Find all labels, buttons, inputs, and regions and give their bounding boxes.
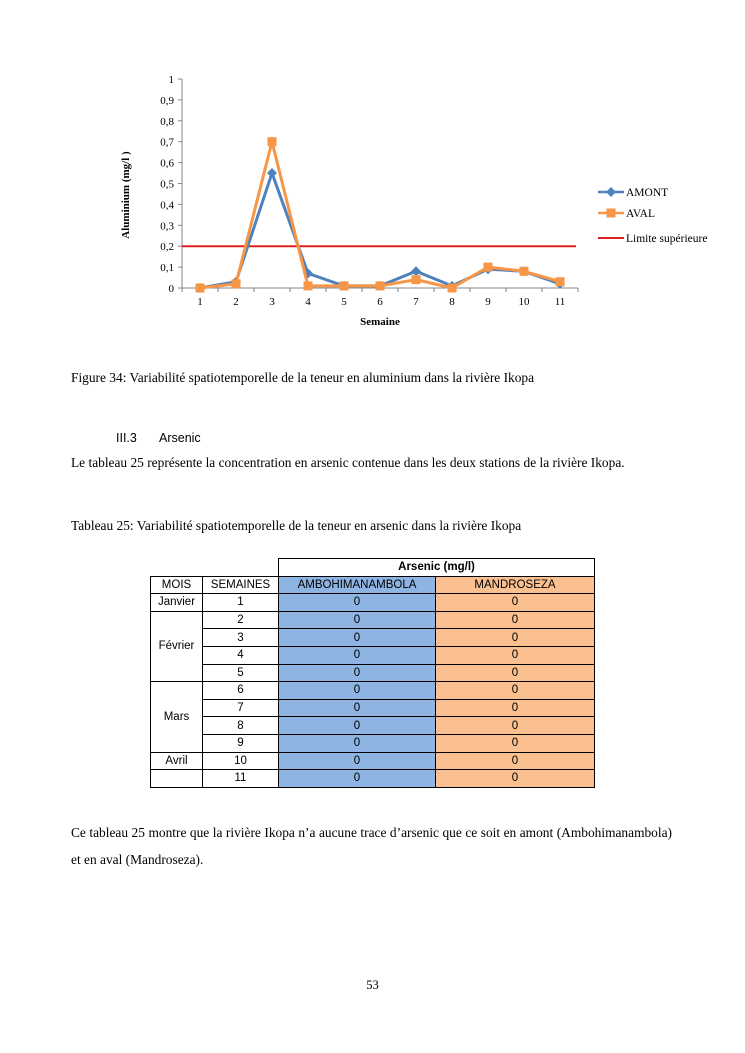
amont-value: 0 (279, 664, 436, 682)
series-line-amont (200, 173, 560, 288)
x-tick-label: 2 (233, 296, 239, 308)
table-row (151, 629, 595, 647)
x-tick-label: 11 (554, 296, 566, 308)
y-tick-label: 0,4 (160, 199, 174, 212)
month-cell: Janvier (151, 594, 203, 612)
table-group-header-row (151, 559, 595, 577)
header-mandroseza: MANDROSEZA (436, 576, 595, 594)
aval-value: 0 (436, 734, 595, 752)
y-tick-label: 0,1 (160, 262, 174, 275)
data-point-aval (340, 281, 349, 290)
data-point-aval (556, 277, 565, 286)
intro-paragraph: Le tableau 25 représente la concentration en arsenic contenue dans les deux stations de la rivière Ikopa. (71, 455, 625, 470)
week-cell: 1 (203, 594, 279, 612)
aval-value: 0 (436, 717, 595, 735)
aval-value: 0 (436, 699, 595, 717)
series-line-aval (200, 142, 560, 288)
table-row (151, 646, 595, 664)
x-tick-label: 9 (485, 296, 491, 308)
table-row (151, 682, 595, 700)
x-tick-label: 8 (449, 296, 455, 308)
week-cell: 3 (203, 629, 279, 647)
table-row (151, 717, 595, 735)
x-tick-label: 5 (341, 296, 347, 308)
aluminium-line-chart (0, 0, 745, 340)
header-ambohimanambola: AMBOHIMANAMBOLA (279, 576, 436, 594)
x-tick-label: 4 (305, 296, 311, 308)
data-point-aval (484, 263, 493, 272)
legend-label-limite: Limite supérieure (626, 233, 708, 245)
week-cell: 6 (203, 682, 279, 700)
aval-value: 0 (436, 629, 595, 647)
table-row (151, 734, 595, 752)
data-point-aval (520, 267, 529, 276)
table-row (151, 611, 595, 629)
amont-value: 0 (279, 734, 436, 752)
legend-label-amont: AMONT (626, 187, 669, 199)
group-header: Arsenic (mg/l) (279, 559, 595, 577)
y-tick-label: 0,7 (160, 136, 174, 149)
data-point-aval (376, 281, 385, 290)
y-axis-title: Aluminium (mg/l ) (120, 151, 132, 239)
x-tick-label: 3 (269, 296, 275, 308)
amont-value: 0 (279, 629, 436, 647)
data-point-aval (304, 281, 313, 290)
section-title: Arsenic (159, 431, 201, 445)
aval-value: 0 (436, 682, 595, 700)
x-tick-label: 10 (518, 296, 530, 308)
data-point-aval (412, 275, 421, 284)
week-cell: 10 (203, 752, 279, 770)
table-caption: Tableau 25: Variabilité spatiotemporelle de la teneur en arsenic dans la rivière Ikopa (71, 518, 522, 533)
table-row (151, 664, 595, 682)
amont-value: 0 (279, 752, 436, 770)
data-point-aval (268, 137, 277, 146)
data-point-amont (267, 168, 277, 178)
x-tick-label: 7 (413, 296, 419, 308)
week-cell: 7 (203, 699, 279, 717)
amont-value: 0 (279, 646, 436, 664)
month-cell: Février (151, 611, 203, 681)
aval-value: 0 (436, 770, 595, 788)
week-cell: 11 (203, 770, 279, 788)
amont-value: 0 (279, 717, 436, 735)
y-tick-label: 1 (168, 74, 174, 86)
header-semaines: SEMAINES (203, 576, 279, 594)
aval-value: 0 (436, 594, 595, 612)
y-tick-label: 0,3 (160, 220, 174, 233)
amont-value: 0 (279, 699, 436, 717)
conclusion-paragraph: Ce tableau 25 montre que la rivière Ikopa n’a aucune trace d’arsenic que ce soit en amont (Ambohimanambola) et en aval (Mandroseza). (71, 825, 672, 867)
page-number: 53 (366, 978, 379, 992)
amont-value: 0 (279, 770, 436, 788)
data-point-aval (448, 284, 457, 293)
figure-caption: Figure 34: Variabilité spatiotemporelle de la teneur en aluminium dans la rivière Ikopa (71, 370, 535, 385)
section-number: III.3 (116, 431, 137, 445)
amont-value: 0 (279, 594, 436, 612)
data-point-amont (411, 266, 421, 276)
x-axis-title: Semaine (360, 316, 400, 328)
table-row (151, 752, 595, 770)
y-tick-label: 0,8 (160, 115, 174, 128)
y-tick-label: 0,9 (160, 94, 174, 107)
amont-value: 0 (279, 682, 436, 700)
table-row (151, 699, 595, 717)
data-point-aval (196, 284, 205, 293)
week-cell: 5 (203, 664, 279, 682)
x-tick-label: 6 (377, 296, 383, 308)
y-tick-label: 0,5 (160, 178, 174, 191)
x-tick-label: 1 (197, 296, 203, 308)
aval-value: 0 (436, 664, 595, 682)
table-row (151, 594, 595, 612)
arsenic-table (150, 558, 595, 788)
aval-value: 0 (436, 752, 595, 770)
legend-label-aval: AVAL (626, 208, 655, 220)
y-tick-label: 0,2 (160, 241, 174, 254)
data-point-aval (232, 279, 241, 288)
aval-value: 0 (436, 611, 595, 629)
section-heading (116, 431, 201, 445)
week-cell: 2 (203, 611, 279, 629)
month-cell: Mars (151, 682, 203, 752)
week-cell: 9 (203, 734, 279, 752)
table-row (151, 770, 595, 788)
table-header-row (151, 576, 595, 594)
aval-value: 0 (436, 646, 595, 664)
month-cell: Avril (151, 752, 203, 770)
header-mois: MOIS (151, 576, 203, 594)
week-cell: 8 (203, 717, 279, 735)
legend-marker-amont (606, 187, 616, 197)
legend-marker-aval (607, 209, 616, 218)
y-tick-label: 0 (168, 283, 174, 295)
week-cell: 4 (203, 646, 279, 664)
amont-value: 0 (279, 611, 436, 629)
y-tick-label: 0,6 (160, 157, 174, 170)
